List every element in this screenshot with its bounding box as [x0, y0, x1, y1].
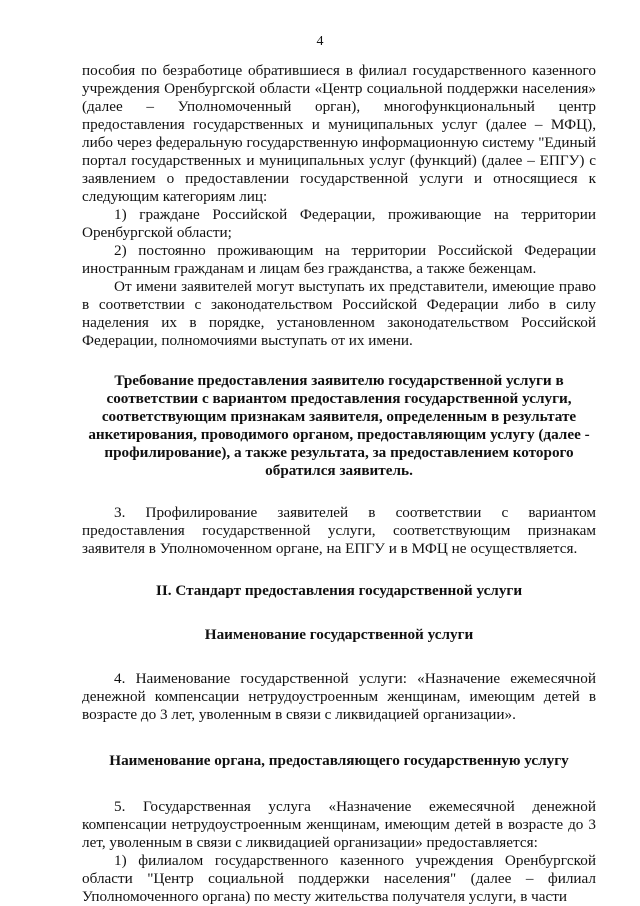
- heading-service-name: Наименование государственной услуги: [204, 626, 474, 643]
- paragraph-5: 5. Государственная услуга «Назначение ежемесячной денежной компенсации нетрудоустроенным женщинам, имеющим детей в возрасте до 3 лет, уволенным в связи с ликвидацией организации» предоставляется:: [82, 798, 596, 851]
- category-item-1: 1) граждане Российской Федерации, проживающие на территории Оренбургской области;: [82, 206, 596, 241]
- intro-paragraph: пособия по безработице обратившиеся в филиал государственного казенного учреждения Оренбургской области «Центр социальной поддержки населения» (далее – Уполномоченный орган), многофункциональный центр предоставления государственных и муниципальных услуг (далее – МФЦ), либо через федеральную государственную информационную систему "Единый портал государственных и муниципальных услуг (функций) (далее – ЕПГУ) с заявлением о предоставлении государственной услуги и относящиеся к следующим категориям лиц:: [82, 62, 596, 205]
- paragraph-3: 3. Профилирование заявителей в соответствии с вариантом предоставления государственной услуги, соответствующим признакам заявителя в Уполномоченном органе, на ЕПГУ и в МФЦ не осуществляется.: [82, 504, 596, 557]
- heading-organ-name: Наименование органа, предоставляющего государственную услугу: [109, 752, 569, 769]
- category-item-2: 2) постоянно проживающим на территории Российской Федерации иностранным гражданам и лицам без гражданства, а также беженцам.: [82, 242, 596, 277]
- paragraph-5-item-1: 1) филиалом государственного казенного учреждения Оренбургской области "Центр социальной поддержки населения" (далее – филиал Уполномоченного органа) по месту жительства получателя услуги, в части: [82, 852, 596, 905]
- heading-section-2: II. Стандарт предоставления государственной услуги: [155, 582, 523, 599]
- representatives-paragraph: От имени заявителей могут выступать их представители, имеющие право в соответствии с законодательством Российской Федерации либо в силу наделения их в порядке, установленном законодательством Российской Федерации, полномочиями выступать от их имени.: [82, 278, 596, 349]
- page-body: [82, 62, 596, 906]
- heading-profiling-requirement: Требование предоставления заявителю государственной услуги в соответствии с вариантом предоставления государственной услуги, соответствующим признакам заявителя, определенным в результате анкетирования, проводимого органом, предоставляющим услугу (далее - профилирование), а также результата, за предоставлением которого обратился заявитель.: [88, 372, 590, 479]
- page-number: 4: [316, 34, 324, 49]
- paragraph-4: 4. Наименование государственной услуги: «Назначение ежемесячной денежной компенсации нетрудоустроенным женщинам, имеющим детей в возрасте до 3 лет, уволенным в связи с ликвидацией организации».: [82, 670, 596, 723]
